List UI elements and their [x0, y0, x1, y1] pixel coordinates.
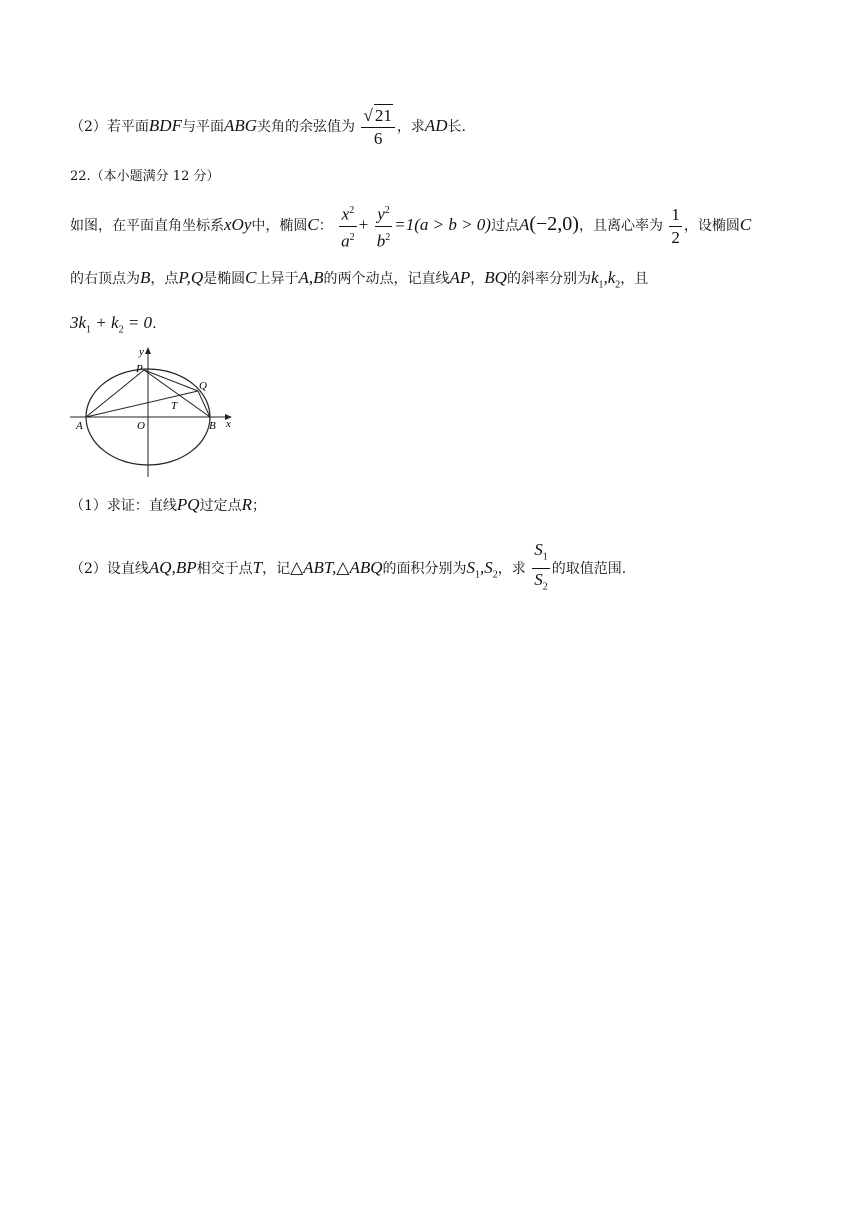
sub2-text4: 的面积分别为 [382, 560, 467, 577]
prev-part2-mid3: ，求 [396, 119, 425, 135]
line3-period: . [152, 316, 157, 332]
line2-text2: ，点 [150, 271, 179, 287]
ratio-den-sub: 2 [542, 581, 548, 593]
sub2-text5: ，求 [497, 560, 526, 577]
sub2-text3: ，记 [262, 560, 291, 577]
plane-bdf: BDF [148, 116, 182, 135]
ellipse-figure [66, 343, 246, 483]
prev-part2-suffix: 长. [447, 119, 466, 135]
line1-text4: ，且离心率为 [578, 218, 663, 235]
line1-text2: 中，椭圆 [251, 218, 308, 235]
label-q: Q [199, 380, 207, 392]
slope-equation [70, 313, 153, 336]
lines-aq-bp: AQ,BP [148, 557, 197, 577]
s1-sub: 1 [475, 569, 480, 581]
sub2-text6: 的取值范围. [551, 560, 627, 577]
line2-text1: 的右顶点为 [70, 271, 140, 287]
ellipse-x-fraction: $\frac{x^2}{a^2}$ [339, 200, 357, 252]
line1-colon: ： [318, 218, 333, 235]
ratio-num: S [534, 540, 543, 559]
areas-s1-s2 [466, 557, 498, 581]
eq-sub1: 1 [86, 324, 92, 336]
prev-part2-mid2: 夹角的余弦值为 [257, 119, 356, 135]
prev-part2-mid1: 与平面 [181, 119, 224, 135]
s2-var: ,S [480, 557, 493, 577]
points-ab: A,B [298, 268, 324, 287]
s2-sub: 2 [492, 569, 498, 581]
cosine-fraction: $\frac{√ 21}{6}$ [361, 104, 394, 150]
subquestion-1 [70, 495, 266, 516]
label-x: x [226, 418, 231, 430]
segment-ad: AD [424, 116, 448, 135]
label-t: T [171, 400, 178, 412]
k-var: k [590, 268, 599, 287]
eccentricity-fraction [669, 204, 682, 249]
sub1-text3: ； [251, 498, 266, 514]
sub1-text2: 过定点 [199, 498, 242, 514]
label-p: P [136, 363, 143, 375]
problem-22-line3 [70, 313, 157, 340]
slopes-k1-k2 [590, 268, 621, 291]
problem-22-line1 [70, 200, 751, 252]
eq-part-c: = 0 [123, 313, 153, 332]
point-a-coords: (−2,0) [529, 213, 579, 236]
problem-22-line2 [70, 268, 648, 295]
ecc-den: 2 [671, 227, 680, 247]
label-b: B [209, 420, 216, 432]
eq-sub2: 2 [118, 324, 124, 336]
sub2-comma: , [332, 557, 337, 577]
prev-part2-line [70, 104, 466, 150]
line2-text7: 的斜率分别为 [506, 271, 591, 287]
points-pq: P,Q [178, 268, 204, 287]
line1-text1: 如图，在平面直角坐标系 [70, 218, 224, 235]
label-o: O [137, 420, 145, 432]
sub1-text1: （1）求证：直线 [70, 498, 177, 514]
segment-pq [144, 370, 198, 391]
subquestion-2 [70, 539, 626, 599]
prev-part2-prefix: （2）若平面 [70, 119, 149, 135]
line2-text3: 是椭圆 [203, 271, 246, 287]
eq-part-b: + k [91, 313, 119, 332]
k1-sub: 1 [598, 279, 604, 291]
label-a: A [76, 420, 83, 432]
line2-text5: 的两个动点，记直线 [323, 271, 450, 287]
line2-text8: ，且 [620, 271, 649, 287]
eq-part-a: 3k [70, 313, 87, 332]
label-y: y [139, 346, 144, 358]
line2-text4: 上异于 [256, 271, 299, 287]
ellipse-c-3: C [245, 268, 257, 287]
ellipse-y-fraction: $\frac{y^2}{b^2}$ [375, 200, 393, 252]
fixed-point-r: R [241, 495, 252, 514]
ratio-num-sub: 1 [542, 551, 548, 563]
triangle-abt: △ABT [290, 557, 333, 577]
line1-text3: 过点 [490, 218, 519, 235]
sub2-text1: （2）设直线 [70, 560, 149, 577]
problem-22-header: 22.（本小题满分 12 分） [70, 169, 220, 184]
s-var: S [466, 557, 475, 577]
x-var: x [341, 204, 350, 224]
cosine-denominator: 6 [373, 129, 383, 148]
ellipse-c-2: C [739, 215, 752, 235]
ecc-num: 1 [669, 204, 682, 227]
sqrt-value: 21 [374, 106, 392, 125]
ratio-den: S [534, 570, 543, 590]
plane-abg: ABG [223, 116, 258, 135]
line-bq: BQ [484, 268, 507, 287]
triangle-abq: △ABQ [336, 557, 383, 577]
ellipse-c: C [307, 215, 319, 235]
b-var: b [376, 231, 386, 251]
sub2-text2: 相交于点 [196, 560, 253, 577]
k2-sub: 2 [615, 279, 621, 291]
point-t: T [252, 557, 263, 577]
point-a: A [518, 215, 530, 235]
k2-var: ,k [603, 268, 616, 287]
sub1-line-pq: PQ [176, 495, 200, 514]
y-var: y [377, 204, 385, 224]
ellipse-equation-rhs: =1(a > b > 0) [394, 215, 491, 235]
y-axis-arrow [145, 347, 151, 354]
line2-text6: ， [470, 271, 485, 287]
point-b: B [140, 268, 151, 287]
coord-system-xoy: xOy [224, 215, 252, 235]
area-ratio-fraction [532, 539, 550, 599]
plus-sign: + [358, 215, 369, 235]
line1-text5: ，设椭圆 [683, 218, 740, 235]
line-ap: AP [449, 268, 471, 287]
a-var: a [341, 231, 350, 251]
